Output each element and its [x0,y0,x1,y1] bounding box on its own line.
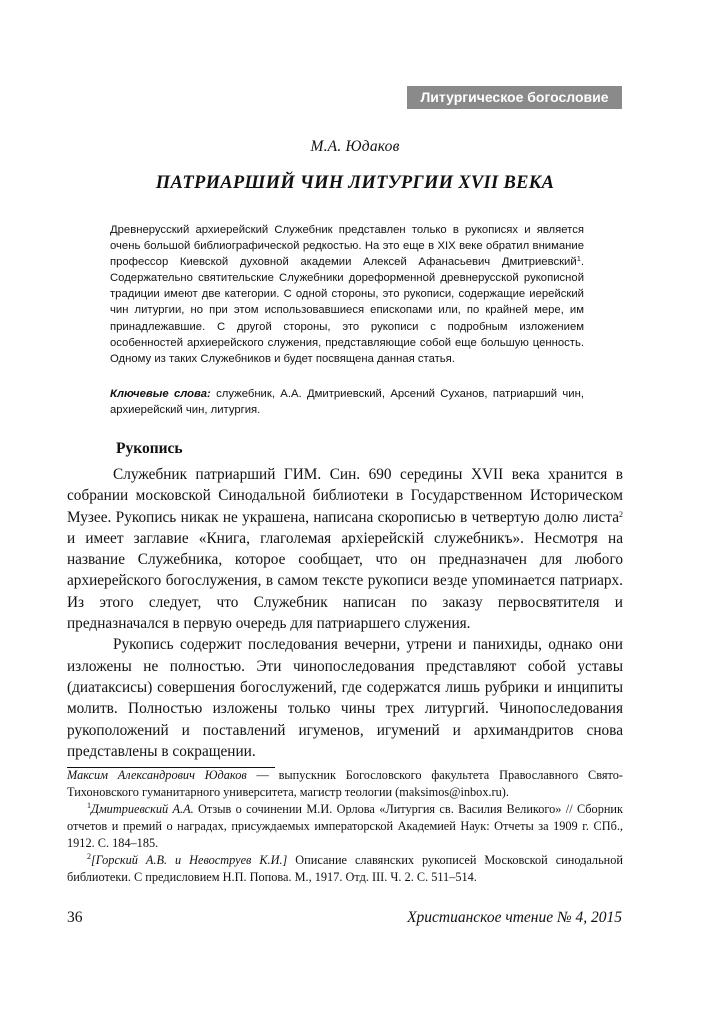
footnote-2-text: Описание славянских рукописей Московской синодальной библиотеки. С предисловием Н.П. Попова. М., 1917. Отд. III. Ч. 2. С. 511–514. [67,853,623,884]
paragraph-1 [67,464,623,634]
footnote-1-author: Дмитриевский А.А. [91,802,194,816]
paragraph-2: Рукопись содержит последования вечерни, утрени и панихиды, однако они изложены не полностью. Эти чинопоследования представляют собой уставы (диатаксисы) совершения богослужений, где содержатся лишь рубрики и инципиты молитв. Полностью изложены только чины трех литургий. Чинопоследования рукоположений и поставлений игуменов, игумений и архимандритов снова представлены в сокращении. [67,636,623,760]
article-title: ПАТРИАРШИЙ ЧИН ЛИТУРГИИ XVII ВЕКА [155,173,555,193]
author-note-text: — выпускник Богословского факультета Православного Свято-Тихоновского гуманитарного университета, магистр теологии (maksimos@inbox.ru). [67,768,623,799]
abstract-text-part2: . Содержательно святительские Служебники дореформенной древнерусской рукописной традиции имеют две категории. С одной стороны, это рукописи, содержащие иерейский чин литургии, но при этом использовавшиеся епископами или, по крайней мере, им принадлежавшие. С другой стороны, это рукописи с подробным изложением особенностей архиерейского служения, представляющие собой еще большую ценность. Одному из таких Служебников и будет посвящена данная статья. [110,256,584,365]
paragraph-1-part2: и имеет заглавие «Книга, глаголемая архіерейскій служебникъ». Несмотря на название Служебника, которое сообщает, что он предназначен для любого архиерейского богослужения, в самом тексте рукописи везде упоминается патриарх. Из этого следует, что Служебник написан по заказу первосвятителя и предназначался в первую очередь для патриаршего служения. [67,529,623,633]
section-tag: Литургическое богословие [407,86,622,109]
abstract [110,222,584,367]
footnote-1 [67,801,623,852]
section-heading: Рукопись [116,440,183,457]
keywords-label: Ключевые слова: [110,388,211,400]
footnote-2 [67,852,623,886]
body-footnote-ref[interactable]: 2 [619,509,623,519]
abstract-footnote-ref[interactable]: 1 [576,254,581,264]
abstract-text-part1: Древнерусский архиерейский Служебник представлен только в рукописях и является очень большой библиографической редкостью. На это еще в XIX веке обратил внимание профессор Киевской духовной академии Алексей Афанасьевич Дмитриевский [110,224,584,269]
footnote-2-number: 2 [87,852,91,861]
footnote-1-number: 1 [87,801,91,810]
journal-footer: Христианское чтение № 4, 2015 [407,909,622,926]
keywords-text: служебник, А.А. Дмитриевский, Арсений Суханов, патриарший чин, архиерейский чин, литургия. [110,388,584,417]
footnote-1-text: Отзыв о сочинении М.И. Орлова «Литургия св. Василия Великого» // Сборник отчетов и премий о наградах, присуждаемых императорской Академией Наук: Отчеты за 1909 г. СПб., 1912. С. 184–185. [67,802,623,850]
author-note [67,767,623,801]
paragraph-1-part1: Служебник патриарший ГИМ. Син. 690 середины XVII века хранится в собрании московской Синодальной библиотеки в Государственном Историческом Музее. Рукопись никак не украшена, написана скорописью в четвертую долю листа [67,466,623,526]
article-author: М.А. Юдаков [310,138,400,155]
body-text [67,464,623,762]
page-number: 36 [67,909,83,926]
author-note-name: Максим Александрович Юдаков [67,768,247,782]
footnotes [67,767,623,886]
footnote-2-author: [Горский А.В. и Невоструев К.И.] [91,853,288,867]
keywords [110,386,584,418]
